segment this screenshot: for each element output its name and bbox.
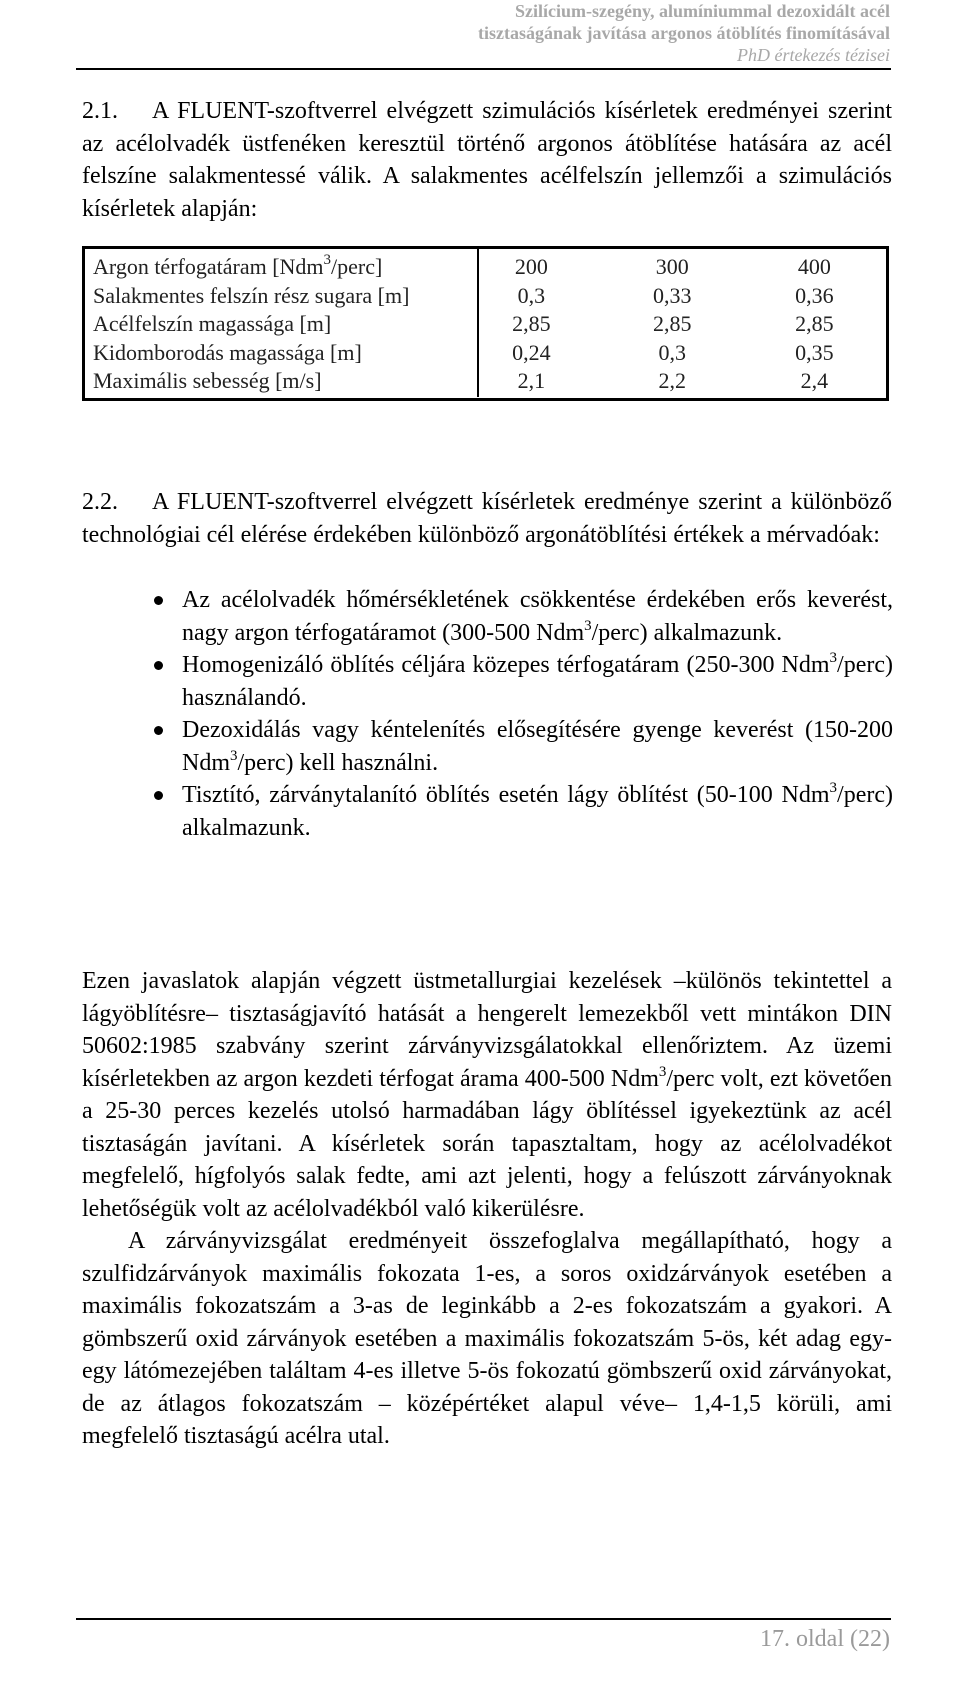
table-cell-value: 0,35 — [795, 339, 834, 365]
list-item — [182, 714, 893, 779]
section-2-1 — [82, 95, 892, 225]
table-row-label — [84, 282, 462, 311]
paragraph-4-text: A zárványvizsgálat eredményeit összefoglalva megállapítható, hogy a szulfidzárványok maximális fokozata 1-es, a soros oxidzárványok esetében a maximális fokozatszám a 3-as de leginkább a 2-es fokozatszám a gyakori. A gömbszerű oxid zárványok esetében a maximális fokozatszám 5-ös, két adag egy-egy látómezejében találtam 4-es illetve 5-ös fokozatú gömbszerű oxid zárványokat, de az átlagos fokozatszám – középértéket alapul véve– 1,4-1,5 körüli, ami megfelelő tisztaságú acélra utal. — [82, 1228, 892, 1449]
table-cell-value: 200 — [514, 254, 548, 279]
section-2-2 — [82, 486, 892, 551]
list-item-text-suffix: /perc) használandó. — [182, 652, 893, 711]
label-text: Maximális sebesség [m/s] — [93, 368, 322, 394]
table-column-separator — [477, 249, 479, 397]
list-item-text-suffix: /perc) kell használni. — [237, 749, 439, 776]
recommendation-list — [182, 584, 893, 844]
header-title-line1: Szilícium-szegény, alumíniummal dezoxidált acél — [515, 1, 890, 21]
paragraph-inclusion-summary — [82, 1225, 892, 1453]
argon-simulation-table — [82, 246, 889, 401]
table-cell-value: 300 — [655, 254, 689, 279]
label-text: Acélfelszín magassága [m] — [93, 311, 332, 337]
table-row — [84, 310, 888, 339]
bullet-icon — [154, 726, 163, 735]
label-text: Kidomborodás magassága [m] — [93, 339, 362, 365]
page-number: 17. oldal (22) — [760, 1626, 890, 1652]
header-title-line2: tisztaságának javítása argonos átöblítés finomításával — [477, 23, 890, 43]
footer-rule — [76, 1618, 891, 1620]
header-subtitle: PhD értekezés tézisei — [737, 45, 890, 65]
list-item — [182, 779, 893, 844]
list-item-superscript: 3 — [829, 780, 838, 796]
bullet-icon — [154, 596, 163, 605]
table-cell-value: 2,85 — [795, 311, 834, 337]
table-cell-value: 2,85 — [512, 311, 551, 337]
list-item-text: Tisztító, zárványtalanító öblítés esetén lágy öblítést (50-100 Ndm — [182, 782, 830, 808]
table-row-label — [84, 310, 462, 339]
section-2-2-text: A FLUENT-szoftverrel elvégzett kísérletek eredménye szerint a különböző technológiai cél elérése érdekében különböző argonátöblítési értékek a mérvadóak: — [82, 489, 892, 548]
table-row-label — [84, 339, 462, 368]
list-item — [182, 584, 893, 649]
table-row — [84, 282, 888, 311]
bullet-icon — [154, 661, 163, 670]
list-item — [182, 649, 893, 714]
table-cell-value: 400 — [797, 254, 831, 279]
table-row — [84, 248, 888, 282]
table-cell-value: 0,3 — [658, 339, 687, 365]
section-2-2-number: 2.2. — [82, 489, 118, 515]
table-row-label — [84, 248, 462, 282]
list-item-text: Homogenizáló öblítés céljára közepes térfogatáram (250-300 Ndm — [182, 652, 830, 678]
table-cell-value: 0,24 — [512, 339, 551, 365]
table-cell-value: 2,85 — [653, 311, 692, 337]
label-text-suffix: /perc] — [331, 254, 383, 279]
list-item-superscript: 3 — [230, 747, 238, 764]
running-header — [478, 0, 890, 66]
table-cell-value: 2,2 — [658, 368, 687, 394]
section-2-1-number: 2.1. — [82, 98, 118, 124]
paragraph-inclusion-tests — [82, 965, 892, 1225]
list-item-superscript: 3 — [584, 617, 592, 634]
table-cell-value: 0,36 — [795, 282, 834, 308]
table-row-label — [84, 367, 462, 399]
label-text: Argon térfogatáram [Ndm — [93, 254, 324, 279]
bullet-icon — [154, 791, 163, 800]
paragraph-3-sup: 3 — [658, 1063, 667, 1080]
header-rule — [76, 68, 891, 70]
paragraph-3-text-a: Ezen javaslatok alapján végzett üstmetallurgiai kezelések –különös tekintettel a lágyöblítésre– tisztaságjavító hatását a hengerelt lemezekből vett mintákon DIN 50602:1985 szabvány szerint zárványvizsgálatokkal ellenőriztem. Az üzemi kísérletekben az argon kezdeti térfogat árama 400-500 Ndm — [82, 968, 892, 1092]
table-cell-value: 2,4 — [800, 368, 829, 394]
section-2-1-text: A FLUENT-szoftverrel elvégzett szimulációs kísérletek eredményei szerint az acélolvadék üstfenéken keresztül történő argonos átöblítése hatására az acél felszíne salakmentessé válik. A salakmentes acélfelszín jellemzői a szimulációs kísérletek alapján: — [82, 98, 892, 222]
label-text: Salakmentes felszín rész sugara [m] — [93, 282, 410, 308]
table-row — [84, 339, 888, 368]
table-cell-value: 0,3 — [517, 282, 546, 308]
table-row — [84, 367, 888, 399]
list-item-text-suffix: /perc) alkalmazunk. — [182, 782, 893, 841]
table-cell-value: 2,1 — [517, 368, 546, 394]
table-cell-value: 0,33 — [653, 282, 692, 308]
list-item-text-suffix: /perc) alkalmazunk. — [591, 619, 783, 646]
list-item-text: Az acélolvadék hőmérsékletének csökkentése érdekében erős keverést, nagy argon térfogatáramot (300-500 Ndm — [182, 587, 893, 646]
list-item-superscript: 3 — [829, 650, 838, 666]
list-item-text: Dezoxidálás vagy kéntelenítés elősegítésére gyenge keverést (150-200 Ndm — [182, 717, 893, 776]
paragraph-3-text-b: /perc volt, ezt követően a 25-30 perces kezelés utolsó harmadában lágy öblítéssel igyekeztünk az acél tisztaságán javítani. A kísérletek során tapasztaltam, hogy az acélolvadékot megfelelő, hígfolyós salak fedte, ami azt jelenti, hogy a felúszott zárványoknak lehetőségük volt az acélolvadékból való kikerülésre. — [82, 1065, 892, 1222]
label-superscript: 3 — [323, 252, 332, 268]
